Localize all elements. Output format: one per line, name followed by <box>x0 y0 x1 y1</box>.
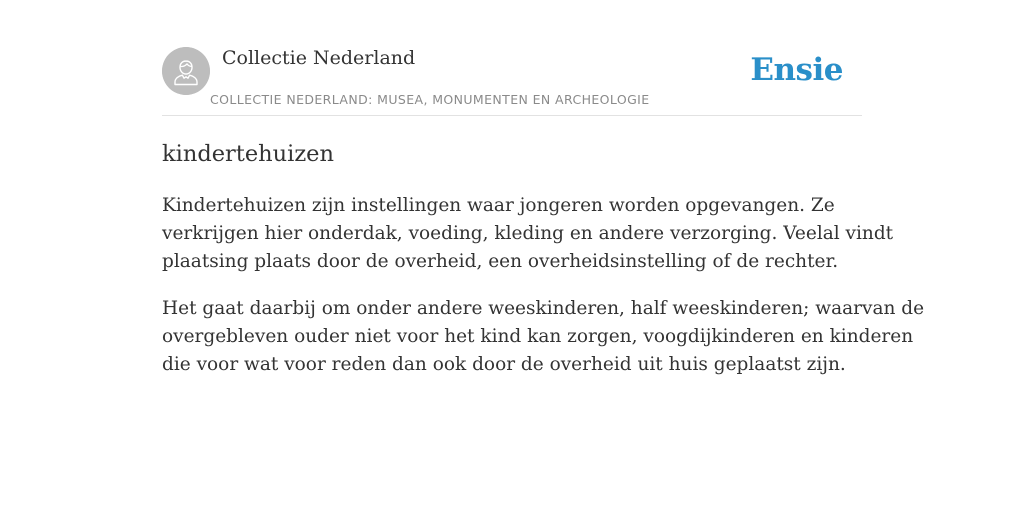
paragraph-line: die voor wat voor reden dan ook door de overheid uit huis geplaatst zijn. <box>162 354 846 375</box>
paragraph-line: plaatsing plaats door de overheid, een overheidsinstelling of de rechter. <box>162 251 839 272</box>
paragraph-line: Kindertehuizen zijn instellingen waar jongeren worden opgevangen. Ze <box>162 195 835 216</box>
paragraph-line: overgebleven ouder niet voor het kind kan zorgen, voogdijkinderen en kinderen <box>162 326 914 347</box>
paragraph-line: verkrijgen hier onderdak, voeding, kleding en andere verzorging. Veelal vindt <box>162 223 894 244</box>
source-subtitle: COLLECTIE NEDERLAND: MUSEA, MONUMENTEN EN ARCHEOLOGIE <box>210 92 650 107</box>
definition-text <box>162 192 925 398</box>
definition-paragraph <box>162 192 894 276</box>
term-title: kindertehuizen <box>162 141 334 167</box>
definition-paragraph <box>162 295 925 379</box>
source-avatar[interactable] <box>162 47 210 95</box>
user-silhouette-icon <box>162 47 210 95</box>
ensie-logo[interactable]: Ensie <box>750 52 843 88</box>
source-name[interactable]: Collectie Nederland <box>222 47 416 69</box>
source-header <box>162 0 862 116</box>
paragraph-line: Het gaat daarbij om onder andere weeskinderen, half weeskinderen; waarvan de <box>162 298 925 319</box>
page <box>162 0 925 512</box>
